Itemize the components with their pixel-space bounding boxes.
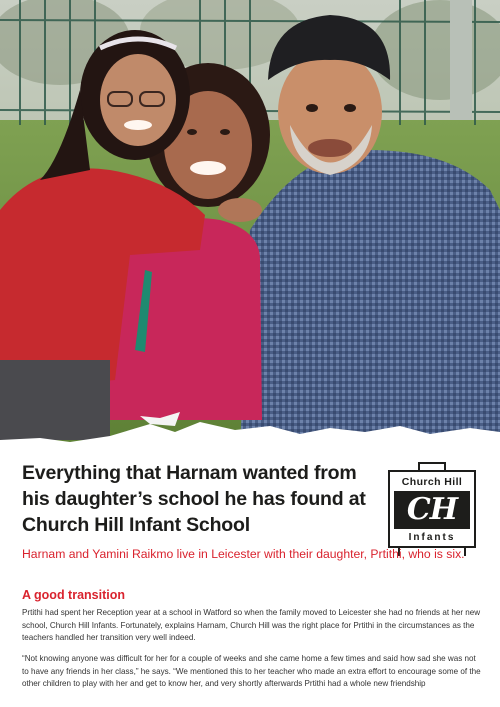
paragraph: Prtithi had spent her Reception year at a school in Watford so when the family moved to Leicester she had no friends at her new school, Church Hill Infants. Fortunately, explains Harnam, Church Hill was the right place for Prtithi in the circumstances as the teachers handled her transition very well indeed. xyxy=(22,608,481,643)
intro-text: Harnam and Yamini Raikmo live in Leicester with their daughter, Prtithi, who is six. xyxy=(22,547,465,561)
paragraph: “Not knowing anyone was difficult for her for a couple of weeks and she came home a few times and said how sad she was not to have any friends in her class,” he says. “We mentioned this to her teacher who made an extra effort to encourage some of the other children to play with her and get to know her, and very shortly afterwards Prtithi had a whole new friendship xyxy=(22,654,481,689)
logo-frame xyxy=(388,470,476,548)
article xyxy=(0,448,500,707)
section-heading: A good transition xyxy=(22,588,125,602)
headline: Everything that Harnam wanted from his daughter’s school he has found at Church Hill Infant School xyxy=(22,462,366,536)
school-logo xyxy=(388,462,476,554)
logo-bottom-text: Infants xyxy=(408,532,456,543)
logo-monogram: CH xyxy=(394,491,470,529)
logo-top-text: Church Hill xyxy=(401,476,463,488)
